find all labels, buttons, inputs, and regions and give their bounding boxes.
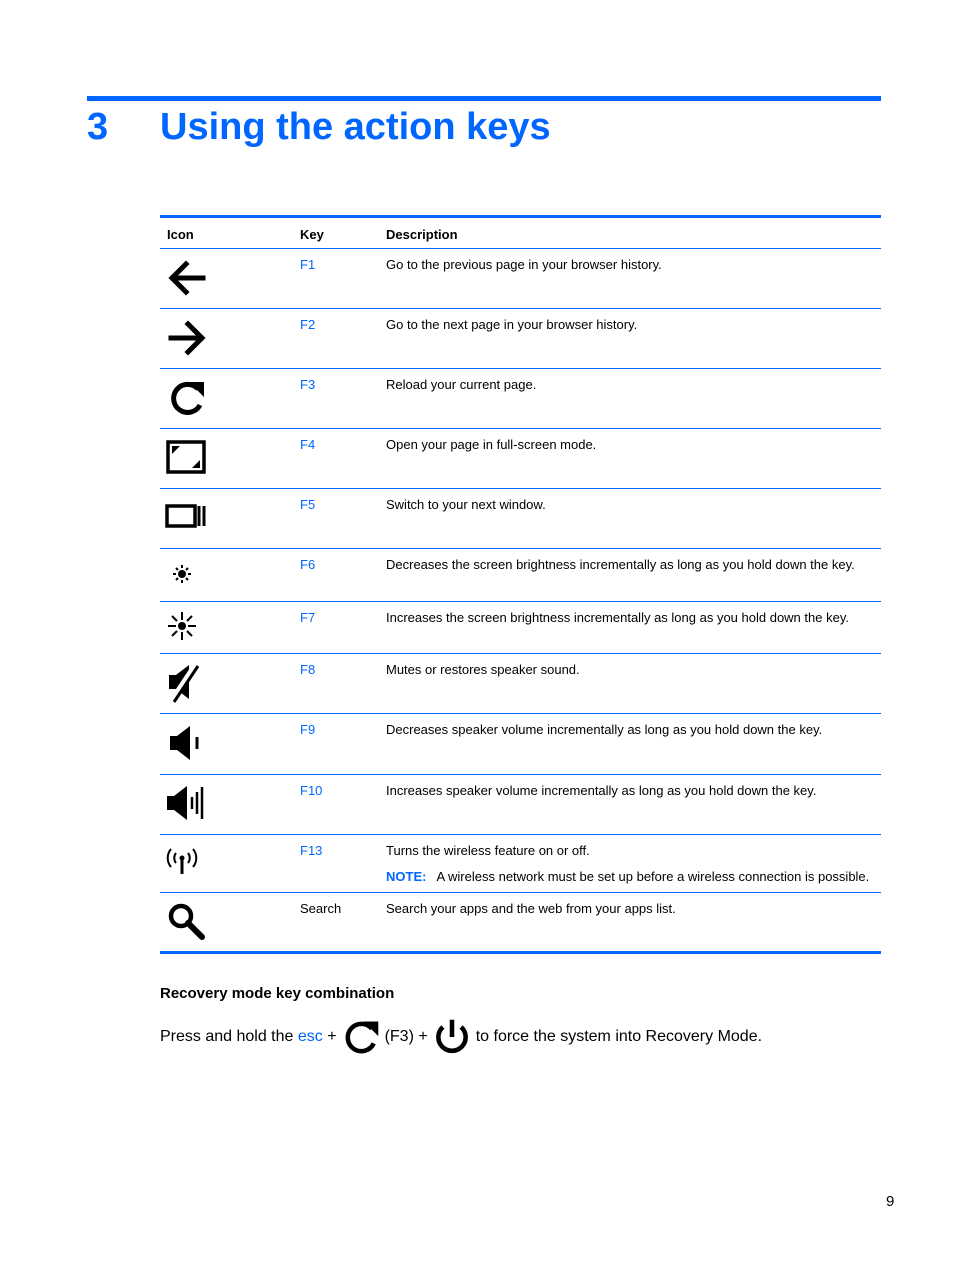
key-label: F5: [300, 497, 316, 512]
key-label: F8: [300, 662, 316, 677]
note-label: NOTE:: [386, 869, 427, 884]
chapter-number: 3: [87, 106, 109, 148]
table-row: [160, 309, 881, 369]
key-description: Mutes or restores speaker sound.: [386, 662, 580, 677]
wireless-icon: [165, 842, 209, 886]
table-row: [160, 249, 881, 309]
key-description: Decreases the screen brightness incrementally as long as you hold down the key.: [386, 557, 855, 572]
section-heading: Recovery mode key combination: [160, 985, 395, 1002]
brightness-down-icon: [165, 556, 209, 600]
key-label: F9: [300, 722, 316, 737]
search-icon: [165, 900, 209, 944]
reload-icon: [341, 1017, 381, 1057]
key-description: Switch to your next window.: [386, 497, 546, 512]
back-arrow-icon: [165, 256, 209, 300]
brightness-up-icon: [165, 609, 209, 653]
note: [386, 869, 869, 884]
action-keys-table: [160, 215, 881, 954]
key-label: F13: [300, 843, 323, 858]
table-row: [160, 654, 881, 714]
table-header: [160, 218, 881, 249]
table-row: [160, 489, 881, 549]
key-description: Decreases speaker volume incrementally as long as you hold down the key.: [386, 722, 823, 737]
header-description: Description: [386, 227, 458, 242]
recovery-instruction: [160, 1016, 762, 1058]
page-number: 9: [886, 1193, 895, 1210]
volume-up-icon: [165, 782, 209, 826]
table-row: [160, 602, 881, 654]
power-icon: [432, 1017, 472, 1057]
table-row: [160, 549, 881, 602]
table-row: [160, 714, 881, 775]
table-row: [160, 429, 881, 489]
note-text: A wireless network must be set up before a wireless connection is possible.: [436, 869, 870, 884]
key-label: F6: [300, 557, 316, 572]
recovery-text-before: Press and hold the: [160, 1028, 294, 1045]
key-label: F1: [300, 257, 316, 272]
key-description: Open your page in full-screen mode.: [386, 437, 597, 452]
key-label: F3: [300, 377, 316, 392]
reload-icon: [165, 376, 209, 420]
esc-link[interactable]: esc: [297, 1028, 323, 1045]
key-description: Increases speaker volume incrementally as long as you hold down the key.: [386, 783, 817, 798]
table-row: [160, 835, 881, 893]
table-row: [160, 369, 881, 429]
chapter-title: Using the action keys: [160, 106, 551, 148]
key-description: Search your apps and the web from your apps list.: [386, 901, 676, 916]
header-icon: Icon: [167, 227, 194, 242]
full-screen-icon: [165, 436, 209, 480]
forward-arrow-icon: [165, 316, 209, 360]
key-description: Increases the screen brightness incrementally as long as you hold down the key.: [386, 610, 849, 625]
key-label: F2: [300, 317, 316, 332]
f3-label: (F3) +: [384, 1028, 428, 1045]
key-label: F10: [300, 783, 323, 798]
key-label: F4: [300, 437, 316, 452]
mute-icon: [165, 661, 209, 705]
recovery-text-after: to force the system into Recovery Mode.: [475, 1028, 763, 1045]
volume-down-icon: [165, 721, 209, 765]
key-description: Go to the previous page in your browser history.: [386, 257, 662, 272]
header-key: Key: [300, 227, 324, 242]
chapter-rule: [87, 96, 881, 101]
key-description: Go to the next page in your browser history.: [386, 317, 638, 332]
key-label: F7: [300, 610, 316, 625]
table-row: [160, 893, 881, 951]
next-window-icon: [165, 496, 209, 540]
key-description: Reload your current page.: [386, 377, 537, 392]
key-description: Turns the wireless feature on or off.: [386, 843, 590, 858]
table-row: [160, 775, 881, 835]
table-bottom-rule: [160, 951, 881, 954]
key-label: Search: [300, 901, 342, 916]
plus-sign: +: [327, 1028, 337, 1045]
